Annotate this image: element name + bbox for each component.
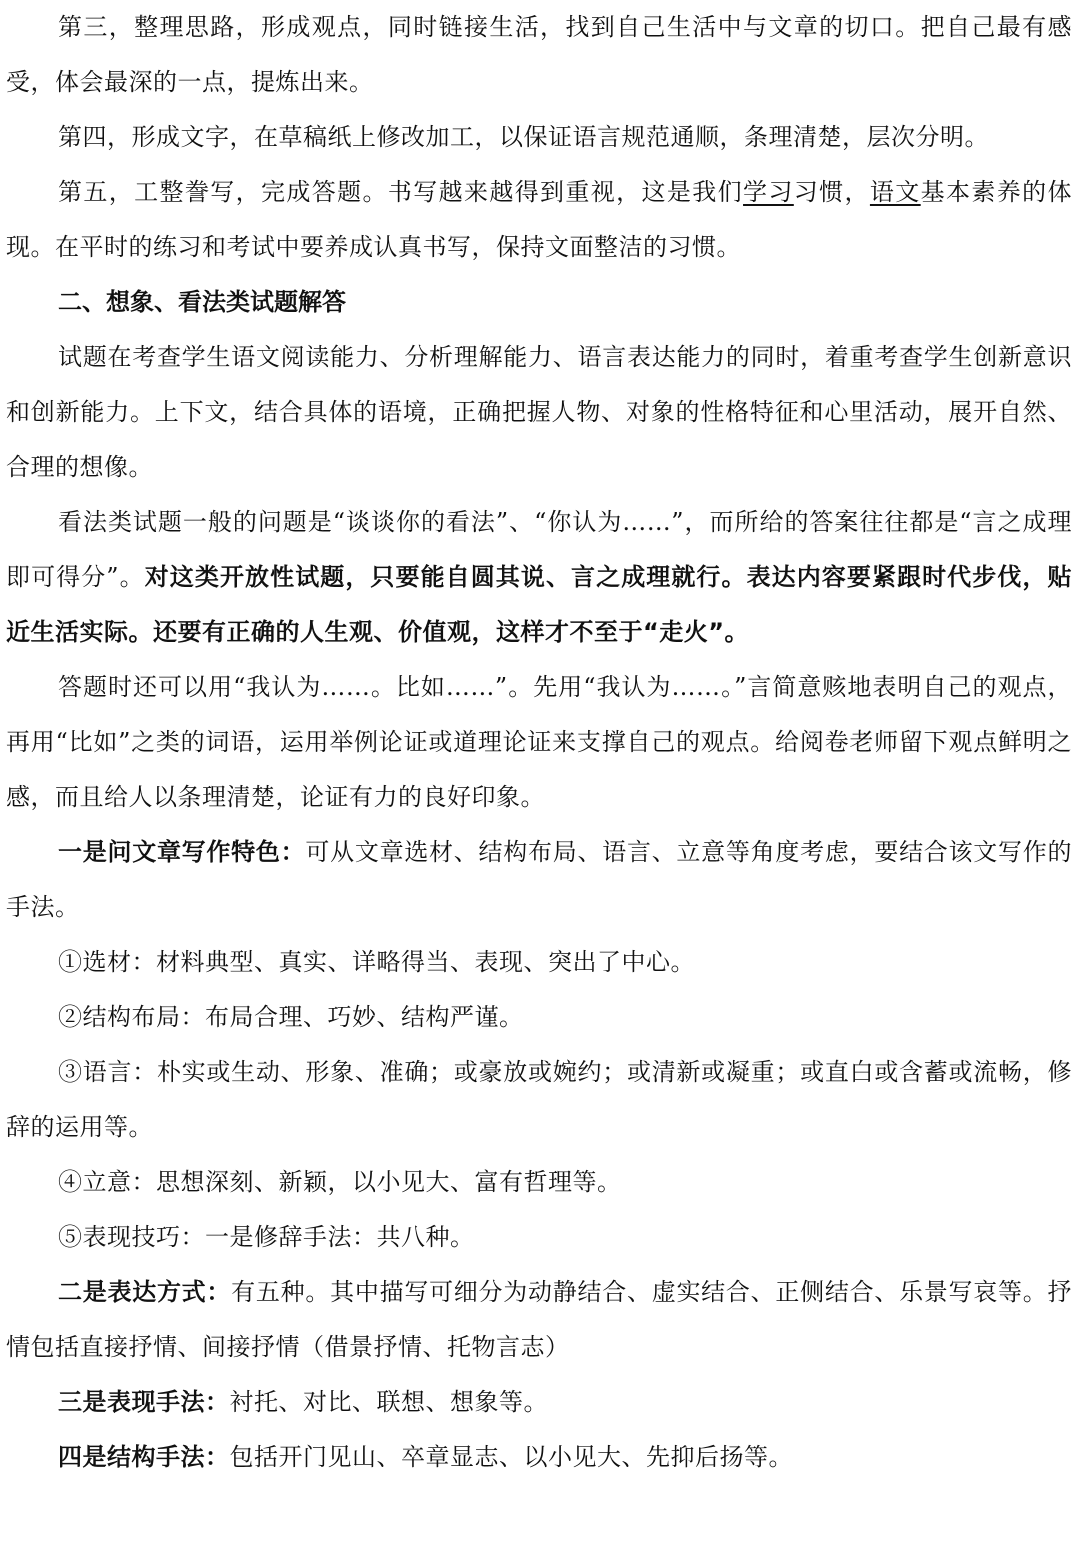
feature-one-text: 可从文章选材、结构布局、语言、立意等角度考虑，要结合该文写作的手法。 [6, 838, 1072, 921]
paragraph-step-three: 第三，整理思路，形成观点，同时链接生活，找到自己生活中与文章的切口。把自己最有感受，体会最深的一点，提炼出来。 [6, 13, 1072, 96]
paragraph-feature-one [6, 825, 1072, 935]
opinion-text: 看法类试题一般的问题是“谈谈你的看法”、“你认为……”，而所给的答案往往都是“言之成理即可得分”。 [6, 508, 1072, 591]
list-item-technique: ⑤表现技巧：一是修辞手法：共八种。 [58, 1223, 475, 1251]
list-item-structure: ②结构布局：布局合理、巧妙、结构严谨。 [58, 1003, 524, 1031]
list-item-language: ③语言：朴实或生动、形象、准确；或豪放或婉约；或清新或凝重；或直白或含蓄或流畅，修辞的运用等。 [6, 1058, 1072, 1141]
paragraph-imagination-intro: 试题在考查学生语文阅读能力、分析理解能力、语言表达能力的同时，着重考查学生创新意识和创新能力。上下文，结合具体的语境，正确把握人物、对象的性格特征和心里活动，展开自然、合理的想像。 [6, 343, 1072, 481]
feature-four-label: 四是结构手法： [58, 1443, 230, 1471]
feature-four-text: 包括开门见山、卒章显志、以小见大、先抑后扬等。 [229, 1443, 793, 1471]
underlined-word-yuwen: 语文 [869, 178, 921, 206]
feature-two-label: 二是表达方式： [58, 1278, 232, 1306]
paragraph-feature-two [6, 1265, 1072, 1375]
feature-one-label: 一是问文章写作特色： [58, 838, 306, 866]
list-item-selection: ①选材：材料典型、真实、详略得当、表现、突出了中心。 [58, 948, 695, 976]
feature-three-label: 三是表现手法： [58, 1388, 230, 1416]
list-item-theme: ④立意：思想深刻、新颖，以小见大、富有哲理等。 [58, 1168, 622, 1196]
paragraph-feature-three [6, 1375, 1072, 1430]
step-five-text-b: 习惯， [793, 178, 870, 206]
underlined-word-xuexi: 学习 [743, 178, 794, 206]
paragraph-step-four: 第四，形成文字，在草稿纸上修改加工，以保证语言规范通顺，条理清楚，层次分明。 [58, 123, 989, 151]
paragraph-opinion-questions [6, 495, 1072, 660]
paragraph-step-five [6, 165, 1072, 275]
step-five-text-a: 第五，工整誊写，完成答题。书写越来越得到重视，这是我们 [58, 178, 744, 206]
opinion-bold-text: 对这类开放性试题，只要能自圆其说、言之成理就行。表达内容要紧跟时代步伐，贴近生活实际。还要有正确的人生观、价值观，这样才不至于“走火”。 [6, 563, 1072, 646]
feature-two-text: 有五种。其中描写可细分为动静结合、虚实结合、正侧结合、乐景写哀等。抒情包括直接抒情、间接抒情（借景抒情、托物言志） [6, 1278, 1073, 1361]
section-heading-two: 二、想象、看法类试题解答 [58, 288, 346, 316]
step-five-text-c: 基本素养的体现。在平时的练习和考试中要养成认真书写，保持文面整洁的习惯。 [6, 178, 1073, 261]
paragraph-feature-four [6, 1430, 1072, 1485]
feature-three-text: 衬托、对比、联想、想象等。 [229, 1388, 548, 1416]
paragraph-answer-method: 答题时还可以用“我认为……。比如……”。先用“我认为……。”言简意赅地表明自己的观点，再用“比如”之类的词语，运用举例论证或道理论证来支撑自己的观点。给阅卷老师留下观点鲜明之感，而且给人以条理清楚，论证有力的良好印象。 [6, 673, 1072, 811]
